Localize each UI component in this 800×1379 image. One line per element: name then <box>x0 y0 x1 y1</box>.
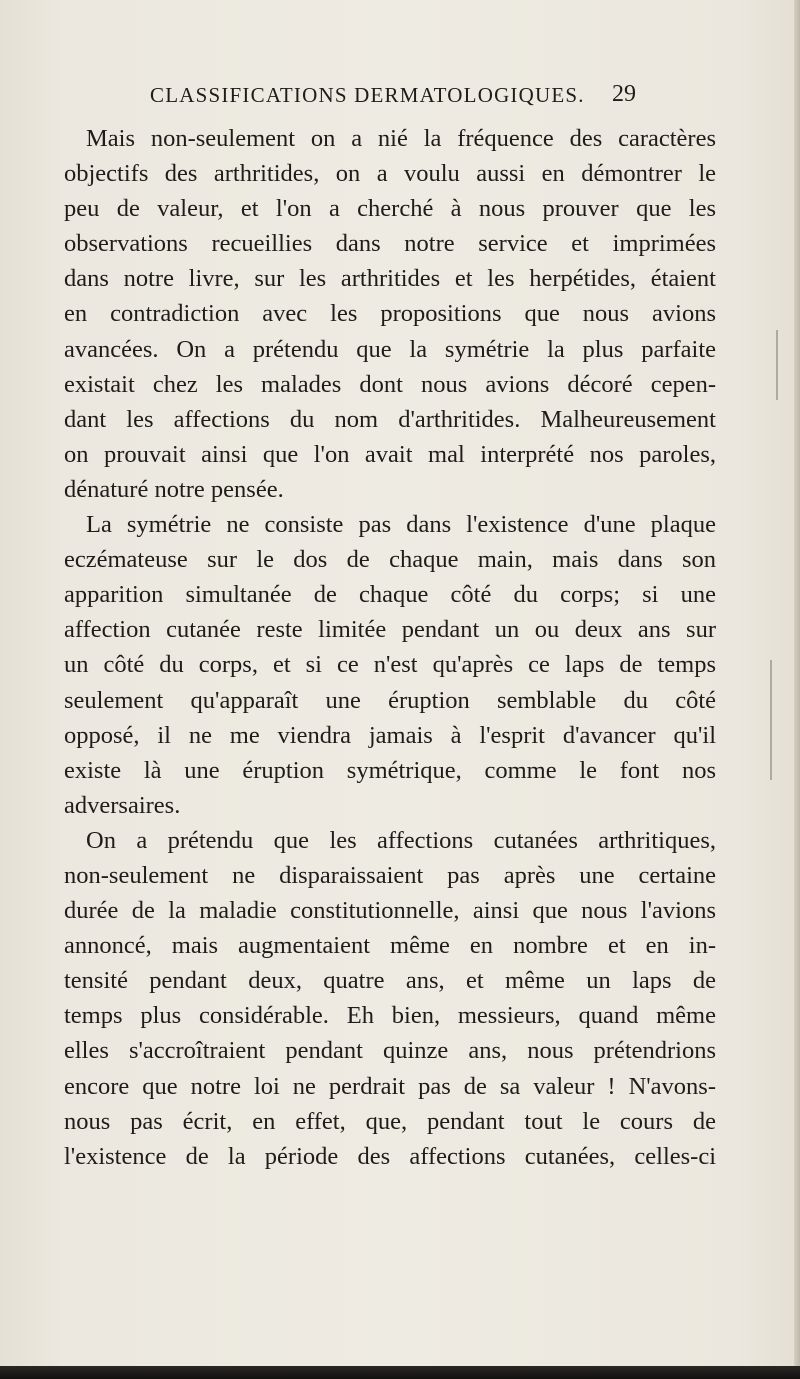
text-line: On a prétendu que les affections cutanées arthritiques, <box>86 826 716 854</box>
page-bottom-edge <box>0 1366 800 1379</box>
body-text <box>64 121 716 1174</box>
text-line: tensité pendant deux, quatre ans, et même un laps de <box>64 967 716 995</box>
text-line: elles s'accroîtraient pendant quinze ans, nous prétendrions <box>64 1037 716 1065</box>
page-number: 29 <box>612 81 636 107</box>
text-line: avancées. On a prétendu que la symétrie la plus parfaite <box>64 335 716 363</box>
text-line: opposé, il ne me viendra jamais à l'esprit d'avancer qu'il <box>64 721 716 749</box>
text-line: observations recueillies dans notre service et imprimées <box>64 230 716 258</box>
text-line: on prouvait ainsi que l'on avait mal interprété nos paroles, <box>64 440 716 468</box>
page-header <box>150 83 690 113</box>
text-line: en contradiction avec les propositions que nous avions <box>64 300 716 328</box>
text-line: dant les affections du nom d'arthritides. Malheureusement <box>64 405 716 433</box>
page-edge-shadow <box>794 0 800 1379</box>
text-line: un côté du corps, et si ce n'est qu'après ce laps de temps <box>64 651 716 679</box>
text-line: non-seulement ne disparaissaient pas après une certaine <box>64 861 716 889</box>
text-line: peu de valeur, et l'on a cherché à nous prouver que les <box>64 195 716 223</box>
text-line: dénaturé notre pensée. <box>64 475 284 503</box>
text-line: adversaires. <box>64 791 181 819</box>
text-line: existe là une éruption symétrique, comme le font nos <box>64 756 716 784</box>
text-line: l'existence de la période des affections cutanées, celles-ci <box>64 1142 716 1170</box>
text-line: La symétrie ne consiste pas dans l'existence d'une plaque <box>86 511 716 539</box>
text-line: encore que notre loi ne perdrait pas de sa valeur ! N'avons- <box>64 1072 716 1100</box>
text-line: apparition simultanée de chaque côté du corps; si une <box>64 581 716 609</box>
text-line: existait chez les malades dont nous avions décoré cepen- <box>64 370 716 398</box>
text-line: affection cutanée reste limitée pendant un ou deux ans sur <box>64 616 716 644</box>
text-line: seulement qu'apparaît une éruption semblable du côté <box>64 686 716 714</box>
text-line: Mais non-seulement on a nié la fréquence des caractères <box>86 125 716 152</box>
text-line: objectifs des arthritides, on a voulu aussi en démontrer le <box>64 160 716 188</box>
margin-mark <box>776 330 778 400</box>
text-line: dans notre livre, sur les arthritides et les herpétides, étaient <box>64 265 716 293</box>
text-line: durée de la maladie constitutionnelle, ainsi que nous l'avions <box>64 897 716 925</box>
running-head: CLASSIFICATIONS DERMATOLOGIQUES. <box>150 83 585 107</box>
text-line: eczémateuse sur le dos de chaque main, mais dans son <box>64 546 716 574</box>
text-line: nous pas écrit, en effet, que, pendant tout le cours de <box>64 1107 716 1135</box>
text-line: annoncé, mais augmentaient même en nombre et en in- <box>64 932 716 960</box>
text-line: temps plus considérable. Eh bien, messieurs, quand même <box>64 1002 716 1030</box>
margin-mark <box>770 660 772 780</box>
